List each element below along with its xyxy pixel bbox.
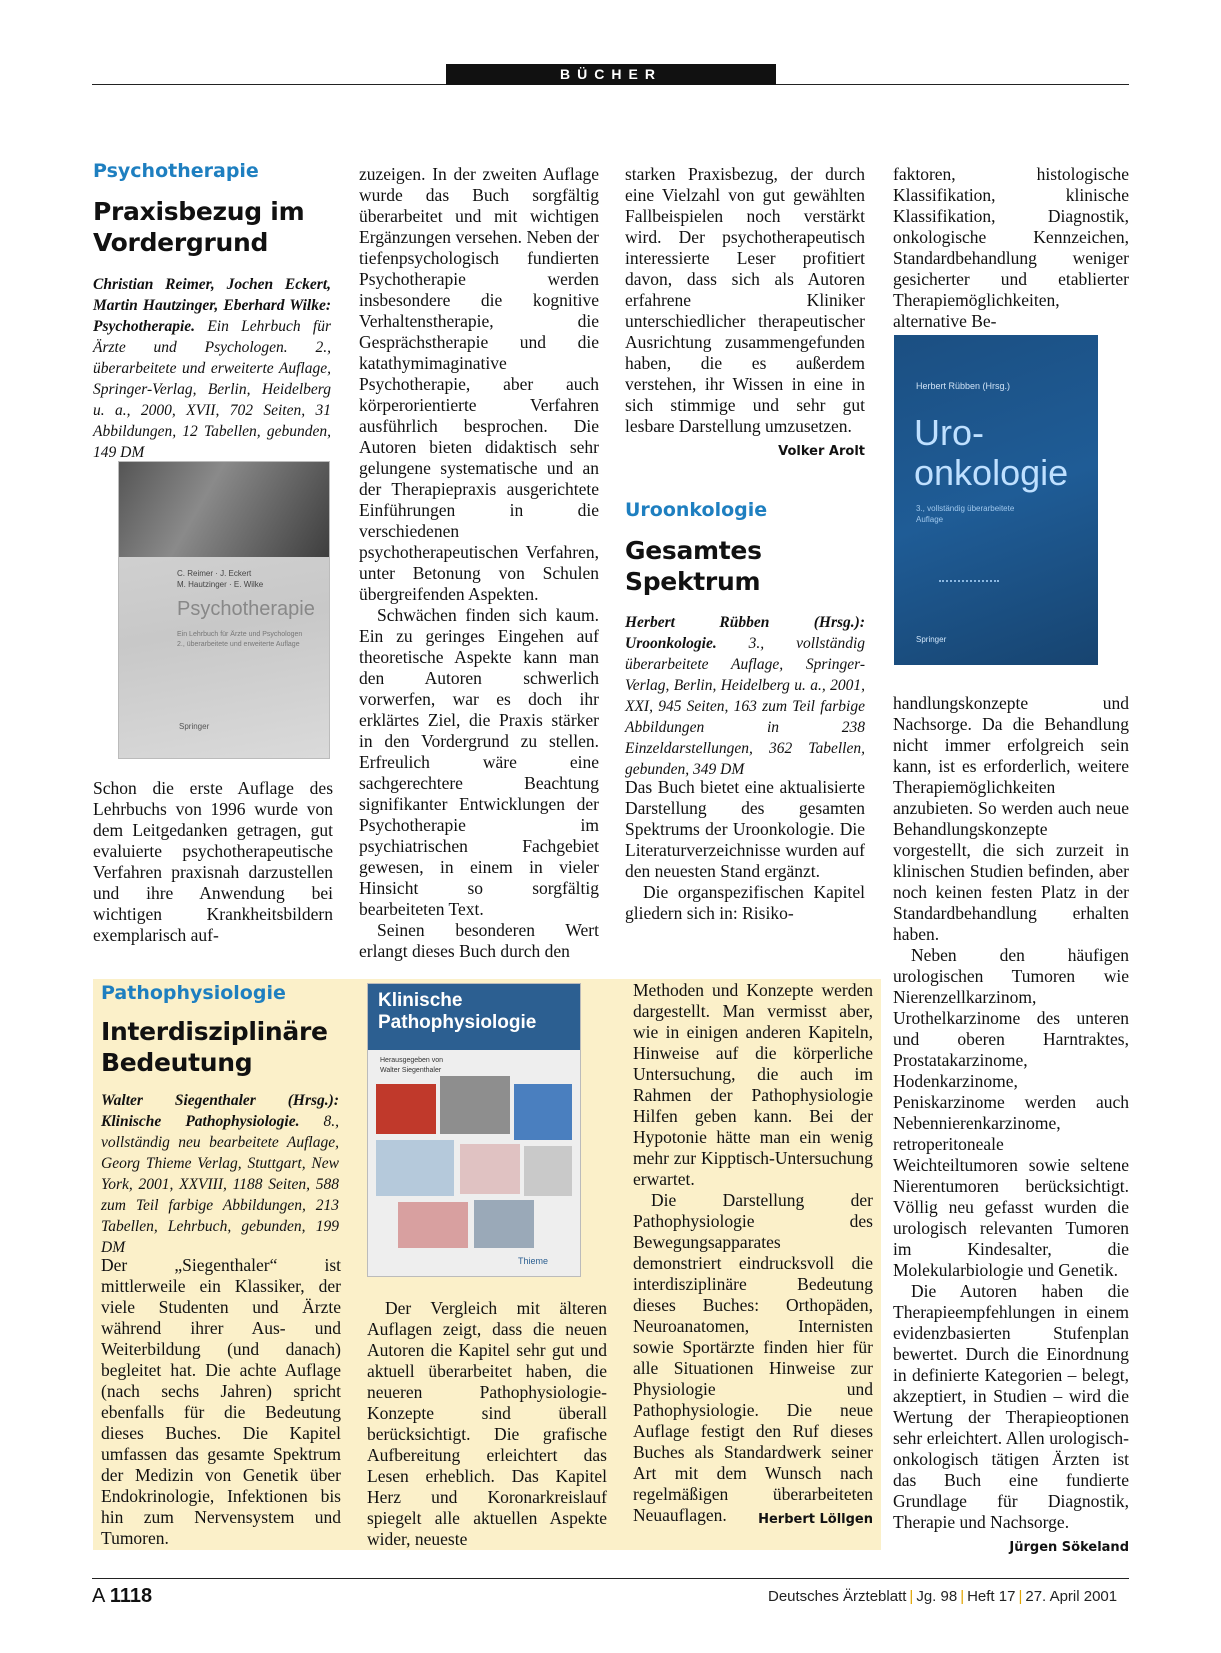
paragraph: Methoden und Konzepte werden dargestellt. Man vermisst aber, wie in einigen anderen Kapiteln, Hinweise auf die körperliche Untersuchung, die auch im Rahmen der Pathophysiologie Hilfen geben kann. Bei der Hypotonie hätte man ein wenig mehr zur Kipptisch-Untersuchung erwartet.: [633, 980, 873, 1189]
article1-biblio-title: Christian Reimer, Jochen Eckert, Martin Hautzinger, Eberhard Wilke: Psychotherapie.: [93, 276, 331, 335]
book-cover-psychotherapie: [118, 461, 330, 759]
article3-biblio-title: Walter Siegenthaler (Hrsg.): Klinische Pathophysiologie.: [101, 1092, 339, 1130]
journal-info: [768, 1588, 1117, 1605]
paragraph: Das Buch bietet eine aktualisierte Darstellung des gesamten Spektrums der Uroonkologie. Die Literaturverzeichnisse wurden auf den neuesten Stand ergänzt.: [625, 777, 865, 881]
paragraph-text: Die Darstellung der Pathophysiologie des Bewegungsapparates demonstriert eindrucksvoll die interdisziplinäre Bedeutung dieses Buches: Orthopäden, Neuroanatomen, Internisten sowie Sportärzte finden hier für alle Situationen Hinweise zur Physiologie und Pathophysiologie. Die neue Auflage festigt den Ruf dieses Buches als Standardwerk seiner Art mit dem Wunsch nach regelmäßigen überarbeiteten Neuauflagen.: [633, 1190, 873, 1525]
cover-publisher: Springer: [179, 722, 210, 731]
book-cover-uroonkologie: [894, 335, 1098, 665]
paragraph: Schon die erste Auflage des Lehrbuchs von 1996 wurde von dem Leitgedanken getragen, gut evaluierte psychotherapeutische Verfahren praxisnah darzustellen und ihre Anwendung bei wichtigen Krankheitsbildern exemplarisch auf-: [93, 778, 333, 945]
article1-kicker: Psychotherapie: [93, 160, 259, 182]
page-number: [92, 1585, 152, 1608]
journal-name: Deutsches Ärzteblatt: [768, 1588, 907, 1605]
separator: |: [909, 1588, 914, 1605]
cover-title: Klinische Pathophysiologie: [378, 990, 537, 1033]
footer-rule: [92, 1578, 1129, 1579]
cover-authors: C. Reimer · J. Eckert M. Hautzinger · E. Wilke: [177, 569, 264, 589]
article3-col2-text: [367, 1298, 607, 1550]
paragraph: Neben den häufigen urologischen Tumoren wie Nierenzellkarzinom, Urothelkarzinome des unteren und oberen Harntraktes, Prostatakarzinome, Hodenkarzinome, Peniskarzinome werden auch Nebennierenkarzinome, retroperitoneale Weichteiltumoren sowie seltene Nierentumoren berücksichtigt. Völlig neu gefasst wurden die urologisch relevanten Tumoren im Kindesalter, die Molekularbiologie und Genetik.: [893, 945, 1129, 1280]
paragraph: handlungskonzepte und Nachsorge. Da die Behandlung nicht immer erfolgreich sein kann, ist es erforderlich, weitere Therapiemöglichkeiten anzubieten. So werden auch neue Behandlungskonzepte vorgestellt, die sich zurzeit in klinischen Studien befinden, aber noch keinen festen Platz in der Standardbehandlung erhalten haben.: [893, 693, 1129, 944]
article1-col2-text: [359, 164, 599, 962]
cover-subtitle: 3., vollständig überarbeitete Auflage: [916, 504, 1015, 524]
cover-collage-tile: [440, 1076, 510, 1134]
article1-headline: Praxisbezug im Vordergrund: [93, 197, 305, 257]
paragraph: [893, 1281, 1129, 1555]
article1-biblio-details: Ein Lehrbuch für Ärzte und Psychologen. 2., überarbeitete und erweiterte Auflage, Springer-Verlag, Berlin, Heidelberg u. a., 2000, XVII, 702 Seiten, 31 Abbildungen, 12 Tabellen, gebunden, 149 DM: [93, 318, 331, 461]
article1-author: Volker Arolt: [778, 444, 865, 459]
paragraph-text: starken Praxisbezug, der durch eine Vielzahl von gut gewählten Fallbeispielen noch verstärkt wird. Der psychotherapeutisch interessierte Leser profitiert davon, dass sich als Autoren erfahrene Kliniker unterschiedlicher therapeutischer Ausrichtung zusammengefunden haben, die es außerdem verstehen, ihr Wissen in eine in sich stimmige und sehr gut lesbare Darstellung umzusetzen.: [625, 164, 865, 436]
paragraph: Schwächen finden sich kaum. Ein zu geringes Eingehen auf theoretische Aspekte kann man den Autoren schwerlich vorwerfen, war es doch ihr erklärtes Ziel, die Praxis stärker in den Vordergrund zu stellen. Erfreulich wäre eine sachgerechtere Beachtung signifikanter Entwicklungen der Psychotherapie im psychiatrischen Fachgebiet gewesen, in einem in vieler Hinsicht so sorgfältig bearbeiteten Text.: [359, 605, 599, 919]
paragraph: [633, 1190, 873, 1526]
article2-col4-top: [893, 164, 1129, 332]
journal-issue: Heft 17: [967, 1588, 1016, 1605]
separator: |: [960, 1588, 965, 1605]
article1-col1-text: [93, 778, 333, 946]
paragraph: faktoren, histologische Klassifikation, klinische Klassifikation, Diagnostik, onkologische Kennzeichen, Standardbehandlung weniger gesicherter und etablierter Therapiemöglichkeiten, alternative Be-: [893, 164, 1129, 331]
paragraph-text: Die Autoren haben die Therapieempfehlungen in einem evidenzbasierten Stufenplan bewertet. Durch die Einordnung in definierte Kategorien – belegt, akzeptiert, in Studien – wird die Wertung der Therapieoptionen sehr erleichtert. Allen urologisch-onkologisch tätigen Ärzten ist das Buch eine fundierte Grundlage für Diagnostik, Therapie und Nachsorge.: [893, 1281, 1129, 1532]
section-header: BÜCHER: [446, 64, 776, 85]
cover-publisher: Springer: [916, 635, 947, 644]
article3-kicker: Pathophysiologie: [101, 982, 286, 1004]
article2-biblio-details: 3., vollständig überarbeitete Auflage, Springer-Verlag, Berlin, Heidelberg u. a., 2001, XXI, 945 Seiten, 163 zum Teil farbige Abbildungen in 238 Einzeldarstellungen, 362 Tabellen, gebunden, 349 DM: [625, 635, 865, 778]
article2-headline: Gesamtes Spektrum: [625, 536, 762, 596]
cover-collage-tile: [524, 1146, 572, 1196]
article2-col4-text: [893, 693, 1129, 1558]
article2-col3-text: [625, 777, 865, 924]
article3-headline: Interdisziplinäre Bedeutung: [101, 1017, 328, 1077]
cover-collage-tile: [474, 1200, 534, 1248]
article2-author: Jürgen Sökeland: [1009, 1540, 1129, 1555]
article3-col1-text: [101, 1255, 341, 1549]
cover-dots: [939, 580, 999, 584]
cover-subtitle: Ein Lehrbuch für Ärzte und Psychologen 2., überarbeitete und erweiterte Auflage: [177, 631, 303, 648]
article3-biblio-details: 8., vollständig neu bearbeitete Auflage, Georg Thieme Verlag, Stuttgart, New York, 2001, XXVIII, 1188 Seiten, 588 zum Teil farbige Abbildungen, 213 Tabellen, Lehrbuch, gebunden, 199 DM: [101, 1113, 340, 1256]
article2-kicker: Uroonkologie: [625, 499, 768, 521]
paragraph: Der Vergleich mit älteren Auflagen zeigt, dass die neuen Autoren die Kapitel sehr gut und aktuell überarbeitet haben, die neueren Pathophysiologie-Konzepte sind überall berücksichtigt. Die grafische Aufbereitung erleichtert das Lesen erheblich. Das Kapitel Herz und Koronarkreislauf spiegelt alle aktuellen Aspekte wider, neueste: [367, 1298, 607, 1549]
cover-publisher: Thieme: [518, 1256, 549, 1266]
article2-biblio-title: Herbert Rübben (Hrsg.): Uroonkologie.: [625, 614, 865, 652]
journal-volume: Jg. 98: [916, 1588, 958, 1605]
cover-title: Psychotherapie: [177, 598, 315, 620]
article3-col3-text: [633, 980, 873, 1530]
cover-editor: Herausgegeben von Walter Siegenthaler: [380, 1057, 444, 1074]
article3-biblio: [101, 1090, 339, 1258]
cover-collage-tile: [514, 1084, 572, 1140]
page-number-value: 1118: [109, 1585, 153, 1607]
journal-date: 27. April 2001: [1025, 1588, 1118, 1605]
book-cover-pathophysiologie: [367, 983, 581, 1277]
cover-collage-tile: [376, 1084, 436, 1134]
paragraph: zuzeigen. In der zweiten Auflage wurde das Buch sorgfältig überarbeitet und mit wichtigen Ergänzungen versehen. Neben der tiefenpsychologisch fundierten Psychotherapie werden insbesondere die kognitive Verhaltenstherapie, die Gesprächstherapie und die katathymimaginative Psychotherapie, aber auch körperorientierte Verfahren ausführlich besprochen. Die Autoren bieten didaktisch sehr gelungene systematische und an der Therapiepraxis ausgerichtete Einführungen in die verschiedenen psychotherapeutischen Verfahren, unter Betonung von Schulen übergreifenden Aspekten.: [359, 164, 599, 604]
article1-col3-text: [625, 164, 865, 462]
cover-collage-tile: [460, 1144, 520, 1194]
paragraph: Der „Siegenthaler“ ist mittlerweile ein Klassiker, der viele Studenten und Ärzte während ihrer Aus- und Weiterbildung (und danach) begleitet hat. Die achte Auflage (nach sechs Jahren) spricht ebenfalls für die Bedeutung dieses Buches. Die Kapitel umfassen das gesamte Spektrum der Medizin von Genetik über Endokrinologie, Infektionen bis hin zum Nervensystem und Tumoren.: [101, 1255, 341, 1548]
cover-title: Uro- onkologie: [914, 412, 1069, 493]
cover-collage-tile: [398, 1202, 468, 1248]
separator: |: [1018, 1588, 1023, 1605]
page-prefix: A: [92, 1585, 105, 1607]
cover-photo: [119, 462, 329, 557]
cover-collage-tile: [376, 1140, 454, 1196]
cover-editor: Herbert Rübben (Hrsg.): [916, 381, 1011, 391]
article3-author: Herbert Löllgen: [758, 1512, 873, 1527]
article2-biblio: [625, 612, 865, 780]
paragraph: [625, 164, 865, 459]
paragraph: Die organspezifischen Kapitel gliedern sich in: Risiko-: [625, 882, 865, 923]
paragraph: Seinen besonderen Wert erlangt dieses Buch durch den: [359, 920, 599, 961]
article1-biblio: [93, 274, 331, 463]
